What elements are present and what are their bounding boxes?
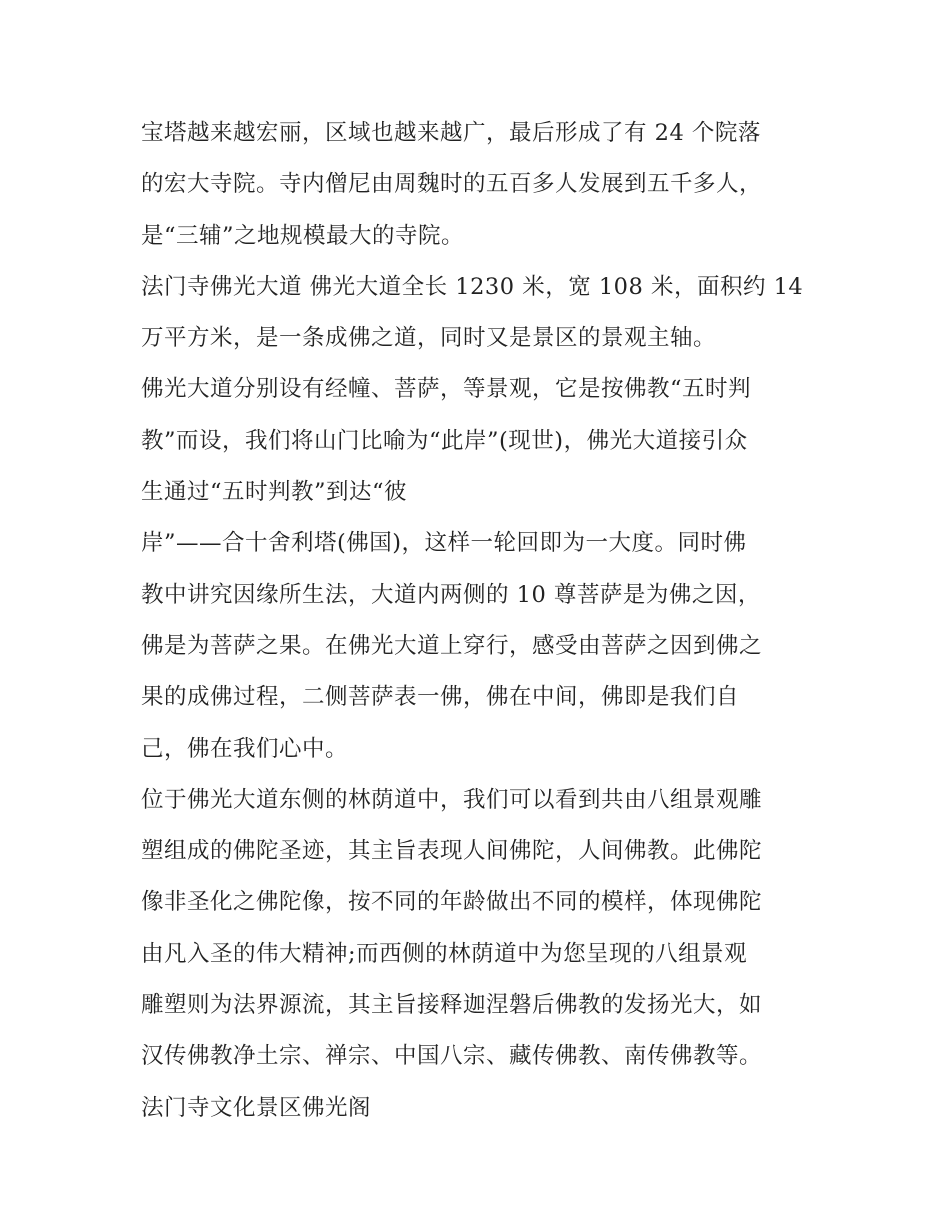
- text-line: 法门寺文化景区佛光阁: [141, 1094, 372, 1121]
- text-line: 法门寺佛光大道 佛光大道全长 1230 米，宽 108 米，面积约 14: [141, 273, 804, 300]
- text-line: 由凡入圣的伟大精神;而西侧的林荫道中为您呈现的八组景观: [141, 940, 748, 967]
- text-line: 果的成佛过程，二侧菩萨表一佛，佛在中间，佛即是我们自: [141, 684, 740, 711]
- text-line: 是“三辅”之地规模最大的寺院。: [141, 222, 465, 249]
- text-line: 位于佛光大道东侧的林荫道中，我们可以看到共由八组景观雕: [141, 786, 763, 813]
- text-line: 岸”——合十舍利塔(佛国)，这样一轮回即为一大度。同时佛: [141, 530, 747, 557]
- text-line: 教”而设，我们将山门比喻为“此岸”(现世)，佛光大道接引众: [141, 427, 748, 454]
- text-line: 像非圣化之佛陀像，按不同的年龄做出不同的模样，体现佛陀: [141, 889, 763, 916]
- text-line: 塑组成的佛陀圣迹，其主旨表现人间佛陀，人间佛教。此佛陀: [141, 838, 763, 865]
- text-line: 佛是为菩萨之果。在佛光大道上穿行，感受由菩萨之因到佛之: [141, 632, 763, 659]
- text-line: 教中讲究因缘所生法，大道内两侧的 10 尊菩萨是为佛之因，: [141, 581, 761, 608]
- text-line: 雕塑则为法界源流，其主旨接释迦涅磐后佛教的发扬光大，如: [141, 992, 763, 1019]
- text-line: 己，佛在我们心中。: [141, 735, 349, 762]
- text-line: 汉传佛教净土宗、禅宗、中国八宗、藏传佛教、南传佛教等。: [141, 1043, 763, 1070]
- text-line: 的宏大寺院。寺内僧尼由周魏时的五百多人发展到五千多人，: [141, 171, 763, 198]
- document-body: [141, 108, 821, 1134]
- text-line: 生通过“五时判教”到达“彼: [141, 479, 408, 506]
- text-line: 宝塔越来越宏丽，区域也越来越广，最后形成了有 24 个院落: [141, 120, 761, 146]
- text-line: 佛光大道分别设有经幢、菩萨，等景观，它是按佛教“五时判: [141, 376, 752, 403]
- text-line: 万平方米，是一条成佛之道，同时又是景区的景观主轴。: [141, 325, 717, 352]
